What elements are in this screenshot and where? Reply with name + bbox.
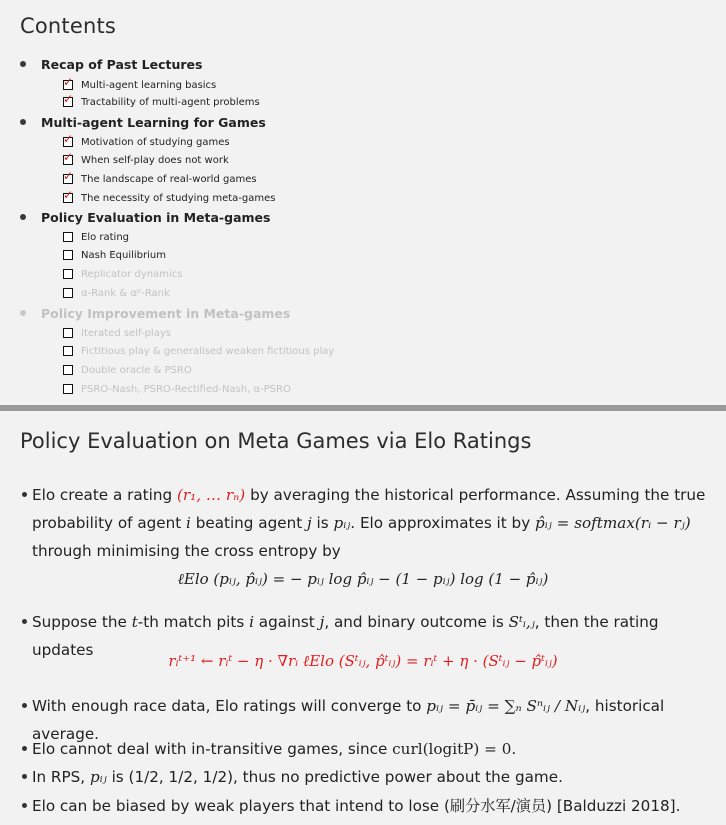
section-label: Policy Evaluation in Meta-games	[41, 209, 271, 225]
checkbox-icon	[63, 384, 73, 394]
text-run: -th match pits	[137, 613, 245, 631]
list-item	[63, 134, 230, 150]
list-item	[63, 229, 129, 245]
list-item	[63, 325, 171, 341]
text-run: Elo create a rating	[32, 486, 173, 504]
text-run: . Elo approximates it by	[350, 514, 531, 532]
checkbox-icon	[63, 250, 73, 260]
contents-title: Contents	[20, 14, 117, 38]
checked-checkbox-icon: ✓	[63, 92, 74, 106]
bullet-text	[32, 763, 712, 791]
bullet-dot	[20, 61, 26, 67]
text-run: Elo cannot deal with in-transitive games, since	[32, 740, 388, 758]
math-outcome: Sᵗᵢ,ⱼ	[508, 613, 535, 631]
rating-vector: (r₁, … rₙ)	[176, 486, 246, 504]
math-j: j	[306, 514, 312, 532]
cross-entropy-equation	[0, 570, 726, 589]
list-item	[63, 362, 192, 378]
elo-slide	[0, 411, 726, 825]
text-run: With enough race data, Elo ratings will converge to	[32, 697, 422, 715]
text-run: probability of agent	[32, 514, 182, 532]
math-t: t	[131, 613, 138, 631]
checkbox-icon	[63, 346, 73, 356]
item-label: When self-play does not work	[81, 154, 229, 166]
math-historical-average: pᵢⱼ = p̄ᵢⱼ = ∑ₙ Sⁿᵢⱼ / Nᵢⱼ	[426, 697, 586, 715]
bullet-text	[32, 792, 712, 820]
math-j: j	[319, 613, 325, 631]
bullet-text	[32, 481, 712, 565]
bullet-dot	[20, 119, 26, 125]
section-label: Policy Improvement in Meta-games	[41, 305, 291, 321]
text-run: is	[316, 514, 329, 532]
math-pij: pᵢⱼ	[333, 514, 351, 532]
math-softmax: p̂ᵢⱼ = softmax(rᵢ − rⱼ)	[535, 514, 691, 532]
item-label: Tractability of multi-agent problems	[81, 96, 260, 108]
bullet-elo-definition	[22, 481, 712, 565]
text-run: against	[258, 613, 315, 631]
bullet-bias	[22, 792, 712, 820]
section-multi-agent-games	[20, 113, 266, 131]
item-label: The landscape of real-world games	[81, 173, 257, 185]
bullet-dot	[22, 703, 27, 708]
checked-checkbox-icon: ✓	[63, 188, 74, 202]
update-equation	[0, 652, 726, 671]
contents-slide	[0, 0, 726, 405]
bullet-intransitive	[22, 735, 712, 763]
section-recap	[20, 55, 202, 73]
item-label: Fictitious play & generalised weaken fictitious play	[81, 345, 335, 357]
bullet-dot	[20, 214, 26, 220]
bullet-text	[32, 735, 712, 763]
text-run: , then the rating updates	[32, 613, 659, 659]
item-label: Replicator dynamics	[81, 268, 183, 280]
bullet-rps	[22, 763, 712, 791]
bullet-dot	[22, 746, 27, 751]
list-item	[63, 343, 334, 359]
item-label: Iterated self-plays	[81, 327, 171, 339]
checkbox-icon	[63, 328, 73, 338]
checked-checkbox-icon: ✓	[63, 75, 74, 89]
checked-checkbox-icon: ✓	[63, 150, 74, 164]
text-run: by averaging the historical performance. Assuming the true	[250, 486, 706, 504]
section-policy-improvement	[20, 304, 290, 322]
math-curl: curl(logitP) = 0.	[392, 740, 517, 758]
text-run: In RPS,	[32, 768, 86, 786]
text-run: Suppose the	[32, 613, 127, 631]
bullet-dot	[22, 803, 27, 808]
list-item	[63, 171, 257, 187]
text-run: through minimising the cross entropy by	[32, 542, 341, 560]
item-label: PSRO-Nash, PSRO-Rectified-Nash, α-PSRO	[81, 383, 291, 395]
section-label: Recap of Past Lectures	[41, 56, 203, 72]
checkbox-icon	[63, 288, 73, 298]
checkbox-icon	[63, 269, 73, 279]
list-item	[63, 152, 229, 168]
bullet-dot	[22, 492, 27, 497]
item-label: α-Rank & αᵖ-Rank	[81, 287, 170, 299]
text-run: , historical average.	[32, 697, 665, 743]
item-label: Motivation of studying games	[81, 136, 230, 148]
item-label: Double oracle & PSRO	[81, 364, 192, 376]
equation-text: ℓElo (pᵢⱼ, p̂ᵢⱼ) = − pᵢⱼ log p̂ᵢⱼ − (1 − pᵢⱼ) log (1 − p̂ᵢⱼ)	[177, 570, 549, 588]
list-item	[63, 190, 275, 206]
item-label: Nash Equilibrium	[81, 249, 166, 261]
checkbox-icon	[63, 232, 73, 242]
bullet-dot	[20, 310, 26, 316]
checked-checkbox-icon: ✓	[63, 169, 74, 183]
section-label: Multi-agent Learning for Games	[41, 114, 266, 130]
checked-checkbox-icon: ✓	[63, 132, 74, 146]
math-i: i	[186, 514, 191, 532]
checkbox-icon	[63, 365, 73, 375]
text-run: Elo can be biased by weak players that intend to lose (刷分水军/演员) [Balduzzi 2018].	[32, 797, 681, 815]
list-item	[63, 77, 216, 93]
item-label: Elo rating	[81, 231, 130, 243]
slide-title: Policy Evaluation on Meta Games via Elo Ratings	[20, 429, 532, 453]
text-run: beating agent	[195, 514, 303, 532]
bullet-dot	[22, 619, 27, 624]
section-policy-evaluation	[20, 208, 270, 226]
text-run: is (1/2, 1/2, 1/2), thus no predictive power about the game.	[111, 768, 563, 786]
item-label: Multi-agent learning basics	[81, 79, 217, 91]
item-label: The necessity of studying meta-games	[81, 192, 276, 204]
list-item	[63, 266, 182, 282]
equation-text: rᵢᵗ⁺¹ ← rᵢᵗ − η · ∇rᵢ ℓElo (Sᵗᵢⱼ, p̂ᵗᵢⱼ) = rᵢᵗ + η · (Sᵗᵢⱼ − p̂ᵗᵢⱼ)	[168, 652, 558, 670]
list-item	[63, 285, 170, 301]
list-item	[63, 94, 260, 110]
bullet-dot	[22, 774, 27, 779]
list-item	[63, 381, 291, 397]
math-pij: pᵢⱼ	[89, 768, 107, 786]
text-run: , and binary outcome is	[324, 613, 504, 631]
math-i: i	[249, 613, 254, 631]
list-item	[63, 247, 166, 263]
